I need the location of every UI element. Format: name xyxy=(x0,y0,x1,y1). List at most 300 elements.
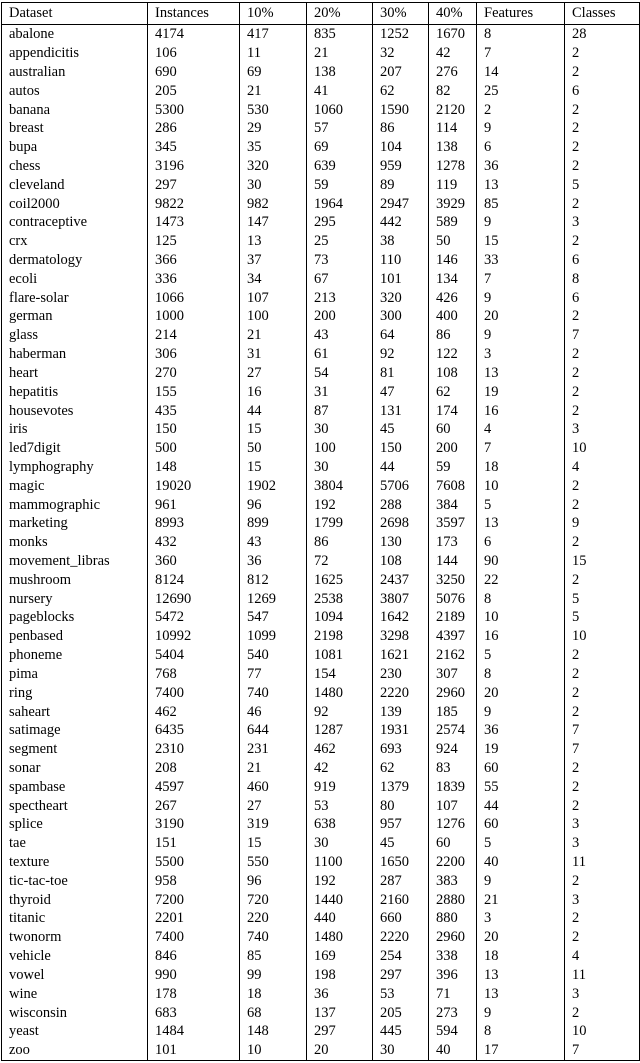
value-cell: 2 xyxy=(565,796,640,815)
value-cell: 3 xyxy=(565,834,640,853)
value-cell: 3597 xyxy=(429,514,477,533)
value-cell: 106 xyxy=(148,44,240,63)
value-cell: 53 xyxy=(307,796,373,815)
value-cell: 50 xyxy=(240,439,307,458)
value-cell: 207 xyxy=(373,63,429,82)
value-cell: 9 xyxy=(477,872,565,891)
value-cell: 43 xyxy=(240,533,307,552)
table-row xyxy=(2,740,640,759)
value-cell: 36 xyxy=(477,157,565,176)
value-cell: 899 xyxy=(240,514,307,533)
value-cell: 2 xyxy=(565,383,640,402)
value-cell: 137 xyxy=(307,1003,373,1022)
table-row xyxy=(2,928,640,947)
value-cell: 2 xyxy=(565,646,640,665)
value-cell: 10 xyxy=(477,477,565,496)
value-cell: 27 xyxy=(240,796,307,815)
value-cell: 148 xyxy=(148,458,240,477)
value-cell: 4174 xyxy=(148,25,240,44)
value-cell: 589 xyxy=(429,213,477,232)
table-row xyxy=(2,853,640,872)
value-cell: 69 xyxy=(240,63,307,82)
value-cell: 2 xyxy=(565,100,640,119)
value-cell: 21 xyxy=(307,44,373,63)
table-row xyxy=(2,100,640,119)
value-cell: 3 xyxy=(477,909,565,928)
value-cell: 2120 xyxy=(429,100,477,119)
value-cell: 2538 xyxy=(307,590,373,609)
table-row xyxy=(2,345,640,364)
value-cell: 220 xyxy=(240,909,307,928)
value-cell: 8 xyxy=(477,665,565,684)
value-cell: 683 xyxy=(148,1003,240,1022)
dataset-name-cell: monks xyxy=(2,533,148,552)
value-cell: 384 xyxy=(429,495,477,514)
value-cell: 13 xyxy=(477,966,565,985)
table-row xyxy=(2,1003,640,1022)
value-cell: 1276 xyxy=(429,815,477,834)
dataset-name-cell: nursery xyxy=(2,590,148,609)
value-cell: 1060 xyxy=(307,100,373,119)
value-cell: 267 xyxy=(148,796,240,815)
value-cell: 31 xyxy=(240,345,307,364)
value-cell: 1081 xyxy=(307,646,373,665)
table-row xyxy=(2,232,640,251)
value-cell: 2 xyxy=(565,345,640,364)
value-cell: 7200 xyxy=(148,891,240,910)
value-cell: 462 xyxy=(307,740,373,759)
value-cell: 8993 xyxy=(148,514,240,533)
value-cell: 214 xyxy=(148,326,240,345)
value-cell: 1287 xyxy=(307,721,373,740)
value-cell: 990 xyxy=(148,966,240,985)
dataset-name-cell: titanic xyxy=(2,909,148,928)
value-cell: 254 xyxy=(373,947,429,966)
dataset-name-cell: tae xyxy=(2,834,148,853)
table-row xyxy=(2,364,640,383)
dataset-name-cell: crx xyxy=(2,232,148,251)
table-row xyxy=(2,702,640,721)
value-cell: 82 xyxy=(429,82,477,101)
column-header-20-: 20% xyxy=(307,3,373,25)
value-cell: 41 xyxy=(307,82,373,101)
value-cell: 174 xyxy=(429,401,477,420)
value-cell: 2698 xyxy=(373,514,429,533)
value-cell: 846 xyxy=(148,947,240,966)
value-cell: 3929 xyxy=(429,194,477,213)
dataset-name-cell: iris xyxy=(2,420,148,439)
value-cell: 40 xyxy=(429,1041,477,1060)
value-cell: 270 xyxy=(148,364,240,383)
value-cell: 80 xyxy=(373,796,429,815)
value-cell: 9 xyxy=(477,213,565,232)
value-cell: 62 xyxy=(373,82,429,101)
value-cell: 462 xyxy=(148,702,240,721)
value-cell: 396 xyxy=(429,966,477,985)
dataset-name-cell: led7digit xyxy=(2,439,148,458)
value-cell: 18 xyxy=(240,985,307,1004)
value-cell: 40 xyxy=(477,853,565,872)
value-cell: 47 xyxy=(373,383,429,402)
value-cell: 740 xyxy=(240,684,307,703)
value-cell: 3 xyxy=(565,213,640,232)
value-cell: 18 xyxy=(477,947,565,966)
value-cell: 2198 xyxy=(307,627,373,646)
value-cell: 2 xyxy=(565,533,640,552)
table-row xyxy=(2,458,640,477)
dataset-name-cell: heart xyxy=(2,364,148,383)
value-cell: 9 xyxy=(477,702,565,721)
value-cell: 2 xyxy=(565,1003,640,1022)
table-row xyxy=(2,1041,640,1060)
value-cell: 1964 xyxy=(307,194,373,213)
value-cell: 1066 xyxy=(148,289,240,308)
value-cell: 440 xyxy=(307,909,373,928)
value-cell: 5076 xyxy=(429,590,477,609)
value-cell: 60 xyxy=(429,420,477,439)
value-cell: 5404 xyxy=(148,646,240,665)
column-header-40-: 40% xyxy=(429,3,477,25)
table-row xyxy=(2,138,640,157)
value-cell: 68 xyxy=(240,1003,307,1022)
value-cell: 100 xyxy=(240,307,307,326)
value-cell: 92 xyxy=(373,345,429,364)
value-cell: 198 xyxy=(307,966,373,985)
value-cell: 982 xyxy=(240,194,307,213)
value-cell: 2 xyxy=(565,665,640,684)
table-body xyxy=(2,25,640,1061)
value-cell: 287 xyxy=(373,872,429,891)
value-cell: 101 xyxy=(373,270,429,289)
value-cell: 8 xyxy=(477,590,565,609)
value-cell: 35 xyxy=(240,138,307,157)
value-cell: 73 xyxy=(307,251,373,270)
table-row xyxy=(2,82,640,101)
value-cell: 2 xyxy=(565,759,640,778)
value-cell: 445 xyxy=(373,1022,429,1041)
value-cell: 432 xyxy=(148,533,240,552)
value-cell: 107 xyxy=(429,796,477,815)
value-cell: 20 xyxy=(477,307,565,326)
value-cell: 2 xyxy=(565,232,640,251)
value-cell: 15 xyxy=(240,458,307,477)
dataset-name-cell: segment xyxy=(2,740,148,759)
value-cell: 21 xyxy=(240,759,307,778)
value-cell: 173 xyxy=(429,533,477,552)
value-cell: 15 xyxy=(477,232,565,251)
value-cell: 2 xyxy=(565,477,640,496)
value-cell: 200 xyxy=(429,439,477,458)
table-row xyxy=(2,721,640,740)
value-cell: 720 xyxy=(240,891,307,910)
value-cell: 151 xyxy=(148,834,240,853)
value-cell: 297 xyxy=(307,1022,373,1041)
value-cell: 19 xyxy=(477,383,565,402)
value-cell: 32 xyxy=(373,44,429,63)
value-cell: 114 xyxy=(429,119,477,138)
value-cell: 3298 xyxy=(373,627,429,646)
value-cell: 2310 xyxy=(148,740,240,759)
value-cell: 119 xyxy=(429,176,477,195)
value-cell: 46 xyxy=(240,702,307,721)
value-cell: 42 xyxy=(307,759,373,778)
value-cell: 1252 xyxy=(373,25,429,44)
value-cell: 77 xyxy=(240,665,307,684)
value-cell: 30 xyxy=(240,176,307,195)
dataset-name-cell: haberman xyxy=(2,345,148,364)
value-cell: 4397 xyxy=(429,627,477,646)
dataset-name-cell: contraceptive xyxy=(2,213,148,232)
value-cell: 37 xyxy=(240,251,307,270)
dataset-name-cell: cleveland xyxy=(2,176,148,195)
value-cell: 96 xyxy=(240,872,307,891)
value-cell: 15 xyxy=(240,834,307,853)
value-cell: 9 xyxy=(477,119,565,138)
value-cell: 92 xyxy=(307,702,373,721)
value-cell: 2960 xyxy=(429,684,477,703)
value-cell: 319 xyxy=(240,815,307,834)
value-cell: 59 xyxy=(307,176,373,195)
value-cell: 72 xyxy=(307,552,373,571)
value-cell: 835 xyxy=(307,25,373,44)
column-header-features: Features xyxy=(477,3,565,25)
dataset-name-cell: texture xyxy=(2,853,148,872)
dataset-name-cell: marketing xyxy=(2,514,148,533)
dataset-name-cell: saheart xyxy=(2,702,148,721)
value-cell: 9822 xyxy=(148,194,240,213)
value-cell: 2 xyxy=(565,157,640,176)
value-cell: 2 xyxy=(565,872,640,891)
datasets-table xyxy=(1,2,640,1061)
value-cell: 2 xyxy=(565,63,640,82)
table-row xyxy=(2,25,640,44)
value-cell: 13 xyxy=(240,232,307,251)
dataset-name-cell: vowel xyxy=(2,966,148,985)
value-cell: 30 xyxy=(307,420,373,439)
value-cell: 57 xyxy=(307,119,373,138)
value-cell: 81 xyxy=(373,364,429,383)
dataset-name-cell: satimage xyxy=(2,721,148,740)
dataset-name-cell: autos xyxy=(2,82,148,101)
value-cell: 33 xyxy=(477,251,565,270)
dataset-name-cell: dermatology xyxy=(2,251,148,270)
column-header-classes: Classes xyxy=(565,3,640,25)
value-cell: 2 xyxy=(565,401,640,420)
value-cell: 1278 xyxy=(429,157,477,176)
dataset-name-cell: wine xyxy=(2,985,148,1004)
value-cell: 1670 xyxy=(429,25,477,44)
value-cell: 21 xyxy=(240,326,307,345)
value-cell: 3250 xyxy=(429,571,477,590)
value-cell: 178 xyxy=(148,985,240,1004)
value-cell: 2 xyxy=(565,44,640,63)
value-cell: 11 xyxy=(565,966,640,985)
value-cell: 44 xyxy=(240,401,307,420)
value-cell: 1269 xyxy=(240,590,307,609)
value-cell: 131 xyxy=(373,401,429,420)
value-cell: 2 xyxy=(565,909,640,928)
dataset-name-cell: mushroom xyxy=(2,571,148,590)
value-cell: 638 xyxy=(307,815,373,834)
value-cell: 64 xyxy=(373,326,429,345)
value-cell: 29 xyxy=(240,119,307,138)
value-cell: 7 xyxy=(477,44,565,63)
value-cell: 59 xyxy=(429,458,477,477)
value-cell: 86 xyxy=(307,533,373,552)
value-cell: 7400 xyxy=(148,684,240,703)
value-cell: 85 xyxy=(477,194,565,213)
value-cell: 2574 xyxy=(429,721,477,740)
value-cell: 139 xyxy=(373,702,429,721)
value-cell: 10 xyxy=(477,608,565,627)
value-cell: 7400 xyxy=(148,928,240,947)
value-cell: 426 xyxy=(429,289,477,308)
table-row xyxy=(2,627,640,646)
value-cell: 547 xyxy=(240,608,307,627)
value-cell: 17 xyxy=(477,1041,565,1060)
value-cell: 9 xyxy=(477,1003,565,1022)
value-cell: 2 xyxy=(477,100,565,119)
value-cell: 8 xyxy=(477,25,565,44)
value-cell: 360 xyxy=(148,552,240,571)
value-cell: 42 xyxy=(429,44,477,63)
value-cell: 345 xyxy=(148,138,240,157)
value-cell: 338 xyxy=(429,947,477,966)
value-cell: 1484 xyxy=(148,1022,240,1041)
value-cell: 1473 xyxy=(148,213,240,232)
value-cell: 16 xyxy=(477,401,565,420)
dataset-name-cell: glass xyxy=(2,326,148,345)
value-cell: 155 xyxy=(148,383,240,402)
table-row xyxy=(2,590,640,609)
value-cell: 10992 xyxy=(148,627,240,646)
value-cell: 1839 xyxy=(429,778,477,797)
value-cell: 86 xyxy=(373,119,429,138)
dataset-name-cell: spectheart xyxy=(2,796,148,815)
value-cell: 273 xyxy=(429,1003,477,1022)
value-cell: 205 xyxy=(373,1003,429,1022)
value-cell: 13 xyxy=(477,514,565,533)
value-cell: 30 xyxy=(307,834,373,853)
table-row xyxy=(2,891,640,910)
value-cell: 15 xyxy=(565,552,640,571)
value-cell: 16 xyxy=(240,383,307,402)
value-cell: 10 xyxy=(565,1022,640,1041)
value-cell: 288 xyxy=(373,495,429,514)
value-cell: 11 xyxy=(565,853,640,872)
value-cell: 7 xyxy=(477,270,565,289)
table-row xyxy=(2,439,640,458)
dataset-name-cell: breast xyxy=(2,119,148,138)
value-cell: 60 xyxy=(429,834,477,853)
table-row xyxy=(2,194,640,213)
value-cell: 8124 xyxy=(148,571,240,590)
value-cell: 919 xyxy=(307,778,373,797)
value-cell: 1480 xyxy=(307,684,373,703)
value-cell: 86 xyxy=(429,326,477,345)
value-cell: 150 xyxy=(148,420,240,439)
dataset-name-cell: german xyxy=(2,307,148,326)
value-cell: 1480 xyxy=(307,928,373,947)
value-cell: 21 xyxy=(477,891,565,910)
table-row xyxy=(2,157,640,176)
dataset-name-cell: mammographic xyxy=(2,495,148,514)
table-row xyxy=(2,401,640,420)
dataset-name-cell: penbased xyxy=(2,627,148,646)
value-cell: 62 xyxy=(429,383,477,402)
value-cell: 530 xyxy=(240,100,307,119)
dataset-name-cell: ring xyxy=(2,684,148,703)
value-cell: 442 xyxy=(373,213,429,232)
value-cell: 1902 xyxy=(240,477,307,496)
value-cell: 36 xyxy=(240,552,307,571)
value-cell: 1440 xyxy=(307,891,373,910)
value-cell: 150 xyxy=(373,439,429,458)
value-cell: 60 xyxy=(477,759,565,778)
value-cell: 4 xyxy=(565,458,640,477)
value-cell: 5 xyxy=(477,646,565,665)
table-row xyxy=(2,1022,640,1041)
value-cell: 924 xyxy=(429,740,477,759)
value-cell: 146 xyxy=(429,251,477,270)
value-cell: 594 xyxy=(429,1022,477,1041)
value-cell: 306 xyxy=(148,345,240,364)
value-cell: 6 xyxy=(565,289,640,308)
value-cell: 7 xyxy=(477,439,565,458)
value-cell: 101 xyxy=(148,1041,240,1060)
value-cell: 7 xyxy=(565,721,640,740)
dataset-name-cell: hepatitis xyxy=(2,383,148,402)
value-cell: 25 xyxy=(307,232,373,251)
dataset-name-cell: wisconsin xyxy=(2,1003,148,1022)
value-cell: 231 xyxy=(240,740,307,759)
value-cell: 320 xyxy=(373,289,429,308)
value-cell: 50 xyxy=(429,232,477,251)
value-cell: 12690 xyxy=(148,590,240,609)
value-cell: 2 xyxy=(565,138,640,157)
value-cell: 14 xyxy=(477,63,565,82)
table-row xyxy=(2,646,640,665)
value-cell: 417 xyxy=(240,25,307,44)
value-cell: 300 xyxy=(373,307,429,326)
value-cell: 959 xyxy=(373,157,429,176)
table-row xyxy=(2,947,640,966)
value-cell: 7 xyxy=(565,326,640,345)
value-cell: 144 xyxy=(429,552,477,571)
table-row xyxy=(2,307,640,326)
table-row xyxy=(2,289,640,308)
value-cell: 2 xyxy=(565,194,640,213)
value-cell: 148 xyxy=(240,1022,307,1041)
value-cell: 44 xyxy=(477,796,565,815)
value-cell: 61 xyxy=(307,345,373,364)
value-cell: 2947 xyxy=(373,194,429,213)
value-cell: 958 xyxy=(148,872,240,891)
dataset-name-cell: magic xyxy=(2,477,148,496)
dataset-name-cell: splice xyxy=(2,815,148,834)
value-cell: 1621 xyxy=(373,646,429,665)
value-cell: 768 xyxy=(148,665,240,684)
value-cell: 104 xyxy=(373,138,429,157)
value-cell: 2162 xyxy=(429,646,477,665)
value-cell: 1094 xyxy=(307,608,373,627)
table-row xyxy=(2,872,640,891)
dataset-name-cell: housevotes xyxy=(2,401,148,420)
value-cell: 307 xyxy=(429,665,477,684)
dataset-name-cell: banana xyxy=(2,100,148,119)
table-row xyxy=(2,966,640,985)
value-cell: 1642 xyxy=(373,608,429,627)
